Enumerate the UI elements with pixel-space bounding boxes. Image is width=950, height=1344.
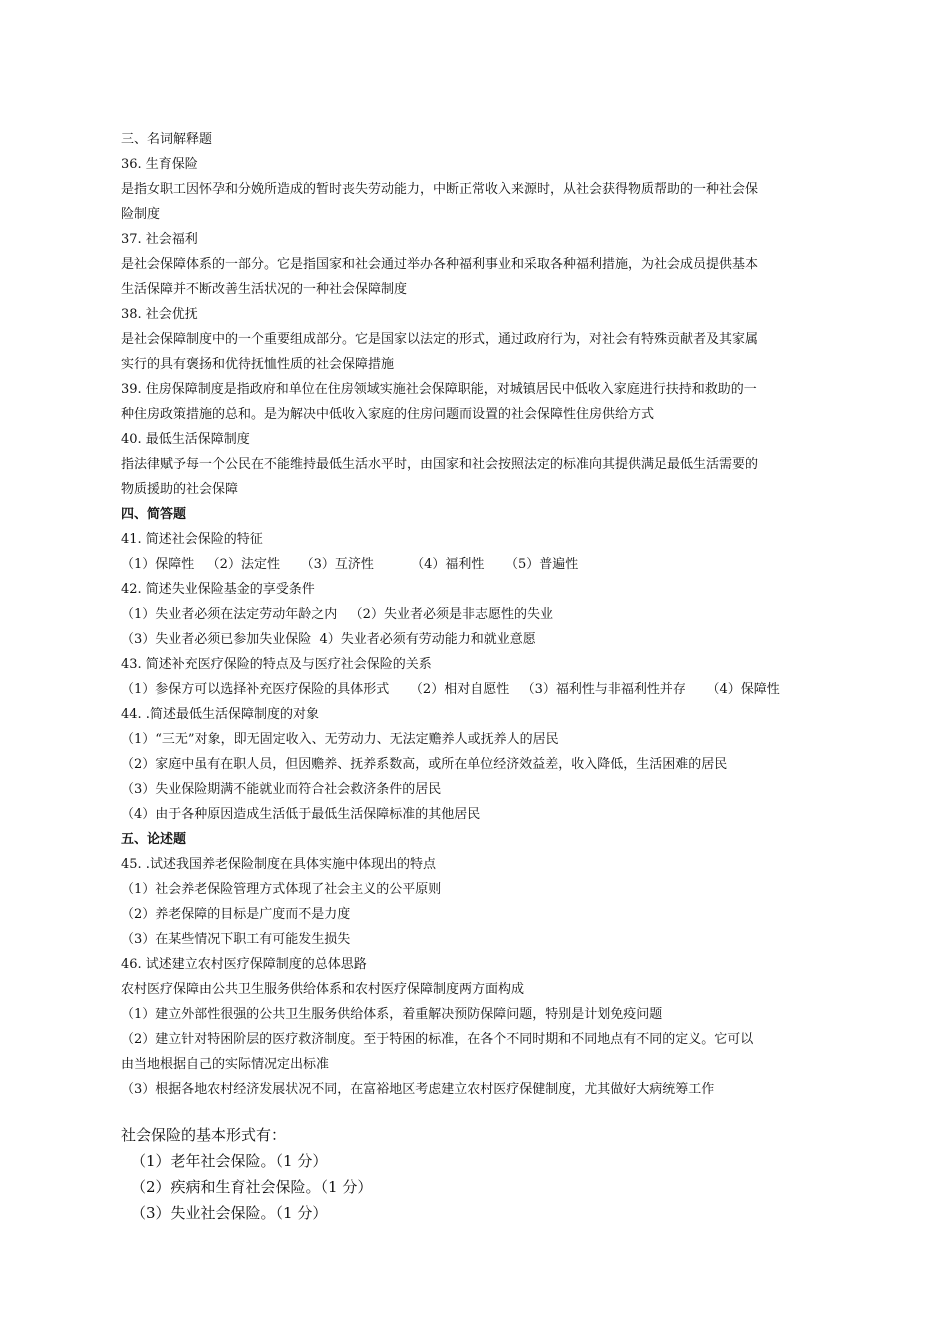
term-title: 38. 社会优抚: [121, 307, 198, 322]
term-definition-line: 是指女职工因怀孕和分娩所造成的暂时丧失劳动能力，中断正常收入来源时，从社会获得物质帮助的一种社会保: [121, 182, 759, 197]
term-definition-line: 实行的具有褒扬和优待抚恤性质的社会保障措施: [121, 357, 395, 372]
section-heading-terms: 三、名词解释题: [121, 132, 213, 147]
answer-line: （1）建立外部性很强的公共卫生服务供给体系，着重解决预防保障问题，特别是计划免疫问题: [121, 1007, 663, 1022]
answer-line: （3）失业保险期满不能就业而符合社会救济条件的居民: [121, 782, 442, 797]
answer-line: 农村医疗保障由公共卫生服务供给体系和农村医疗保障制度两方面构成: [121, 982, 525, 997]
answer-line: （1）“三无”对象，即无固定收入、无劳动力、无法定赡养人或抚养人的居民: [121, 732, 559, 747]
document-body: [121, 127, 833, 1102]
term-definition-line: 险制度: [121, 207, 161, 222]
answer-line: （2）养老保障的目标是广度而不是力度: [121, 907, 351, 922]
answer-line: （3）根据各地农村经济发展状况不同，在富裕地区考虑建立农村医疗保健制度，尤其做好大病统筹工作: [121, 1082, 715, 1097]
question-title: 46. 试述建立农村医疗保障制度的总体思路: [121, 957, 367, 972]
answer-line: （2）家庭中虽有在职人员，但因赡养、抚养系数高，或所在单位经济效益差，收入降低，生活困难的居民: [121, 757, 728, 772]
term-definition-line: 指法律赋予每一个公民在不能维持最低生活水平时，由国家和社会按照法定的标准向其提供满足最低生活需要的: [121, 457, 759, 472]
term-title: 37. 社会福利: [121, 232, 198, 247]
forms-item: （3）失业社会保险。（1 分）: [131, 1204, 328, 1222]
answer-line: （1）失业者必须在法定劳动年龄之内 （2）失业者必须是非志愿性的失业: [121, 607, 553, 622]
forms-item: （2）疾病和生育社会保险。（1 分）: [131, 1178, 373, 1196]
question-title: 42. 简述失业保险基金的享受条件: [121, 582, 315, 597]
term-definition-line: 是社会保障体系的一部分。它是指国家和社会通过举办各种福利事业和采取各种福利措施，为社会成员提供基本: [121, 257, 759, 272]
term-title: 36. 生育保险: [121, 157, 198, 172]
answer-line: （2）建立针对特困阶层的医疗救济制度。至于特困的标准，在各个不同时期和不同地点有不同的定义。它可以: [121, 1032, 754, 1047]
section-heading-essay: 五、论述题: [121, 832, 187, 847]
social-insurance-forms-block: [121, 1122, 833, 1226]
term-definition-line: 生活保障并不断改善生活状况的一种社会保障制度: [121, 282, 408, 297]
answer-line: （1）保障性 （2）法定性 （3）互济性 （4）福利性 （5）普遍性: [121, 557, 579, 572]
term-definition-line: 种住房政策措施的总和。是为解决中低收入家庭的住房问题而设置的社会保障性住房供给方式: [121, 407, 655, 422]
question-title: 43. 简述补充医疗保险的特点及与医疗社会保险的关系: [121, 657, 432, 672]
term-definition-line: 39. 住房保障制度是指政府和单位在住房领域实施社会保障职能，对城镇居民中低收入家庭进行扶持和救助的一: [121, 382, 757, 397]
section-heading-short-answer: 四、简答题: [121, 507, 187, 522]
answer-line: （3）在某些情况下职工有可能发生损失: [121, 932, 351, 947]
answer-line: （1）参保方可以选择补充医疗保险的具体形式 （2）相对自愿性 （3）福利性与非福利性并存 （4）保障性: [121, 682, 780, 697]
answer-line: （1）社会养老保险管理方式体现了社会主义的公平原则: [121, 882, 442, 897]
question-title: 44. .简述最低生活保障制度的对象: [121, 707, 319, 722]
forms-item: （1）老年社会保险。（1 分）: [131, 1152, 328, 1170]
answer-line: （3）失业者必须已参加失业保险 4）失业者必须有劳动能力和就业意愿: [121, 632, 536, 647]
term-definition-line: 是社会保障制度中的一个重要组成部分。它是国家以法定的形式，通过政府行为，对社会有特殊贡献者及其家属: [121, 332, 759, 347]
answer-line: （4）由于各种原因造成生活低于最低生活保障标准的其他居民: [121, 807, 481, 822]
question-title: 45. .试述我国养老保险制度在具体实施中体现出的特点: [121, 857, 436, 872]
term-title: 40. 最低生活保障制度: [121, 432, 250, 447]
question-title: 41. 简述社会保险的特征: [121, 532, 263, 547]
term-definition-line: 物质援助的社会保障: [121, 482, 239, 497]
answer-line: 由当地根据自己的实际情况定出标准: [121, 1057, 330, 1072]
forms-heading: 社会保险的基本形式有：: [121, 1126, 287, 1144]
